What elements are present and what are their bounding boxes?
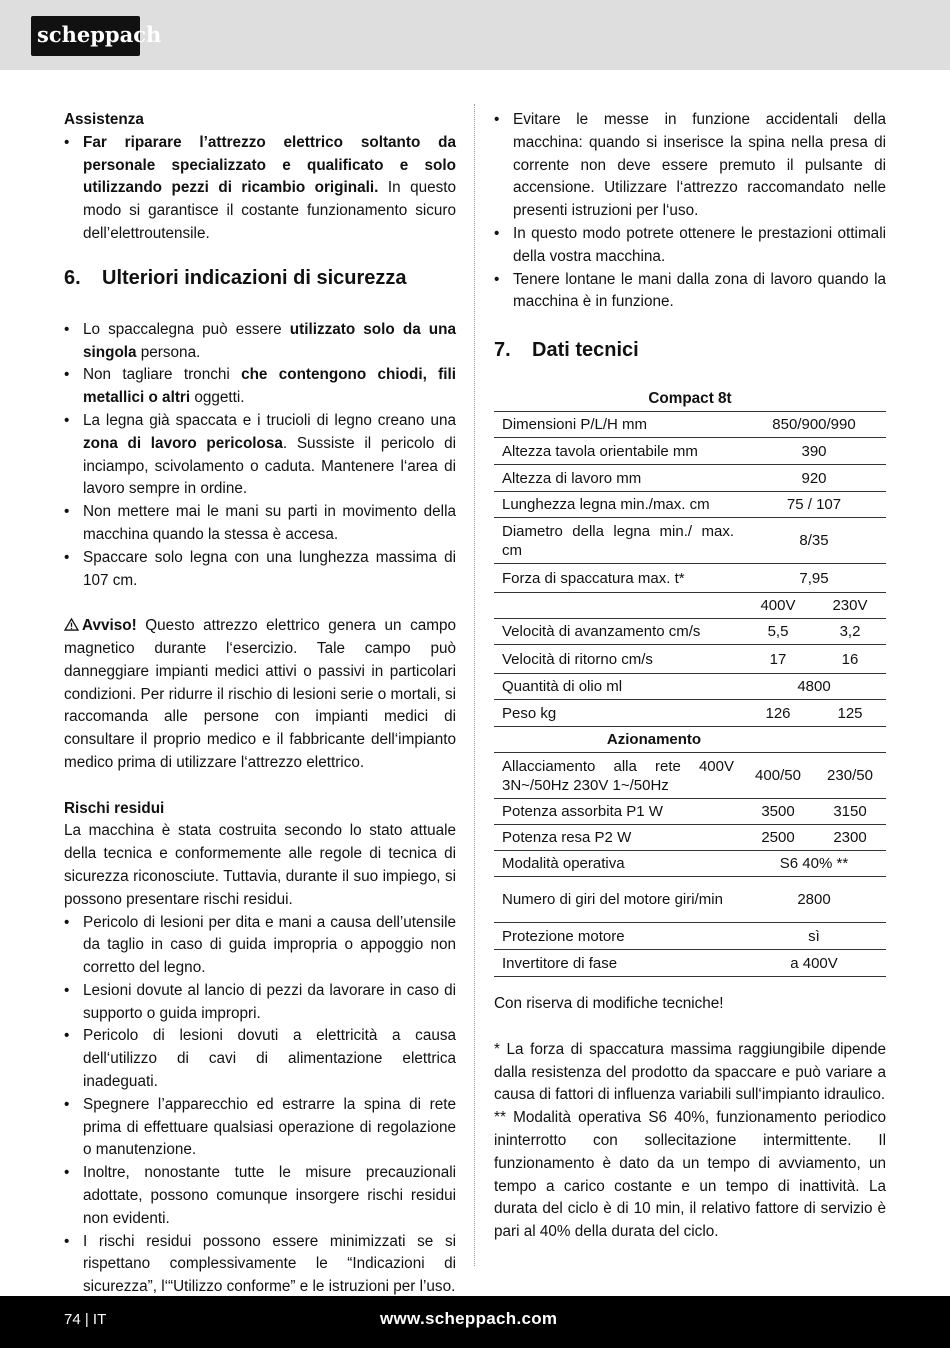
azionamento-label: Azionamento [494,727,814,753]
table-section-row [494,727,886,753]
assistenza-list [64,132,456,246]
list-item: • Pericolo di lesioni per dita e mani a causa dell’utensile da taglio in caso di guida impropria o appoggio non corretto del legno. [64,912,456,980]
avviso-label: Avviso! [82,617,137,635]
rischi-heading: Rischi residui [64,799,165,817]
list-item: • Lesioni dovute al lancio di pezzi da lavorare in caso di supporto o guida impropri. [64,980,456,1026]
list-item [64,132,456,246]
bold-text: Far riparare l’attrezzo elettrico soltanto da personale specializzato e qualificato e solo utilizzando pezzi di ricambio originali. [83,133,456,197]
table-row: Lunghezza legna min./max. cm 75 / 107 [494,492,886,518]
table-row: Velocità di ritorno cm/s 17 16 [494,645,886,674]
assistenza-heading: Assistenza [64,111,144,128]
list-item: • Tenere lontane le mani dalla zona di lavoro quando la macchina è in funzione. [494,269,886,315]
table-row: Altezza di lavoro mm 920 [494,465,886,492]
avviso-text: Questo attrezzo elettrico genera un campo magnetico durante l‘esercizio. Tale campo può danneggiare impianti medici attivi o passivi in particolari condizioni. Per ridurre il rischio di lesioni serie o mortali, si raccomanda alle persone con impianti medici di consultare il proprio medico e il fabbricante dell‘impianto medico prima di utilizzare l‘attrezzo elettrico. [64,617,456,771]
list-item: • Lo spaccalegna può essere utilizzato solo da una singola persona. [64,319,456,365]
list-item: • Pericolo di lesioni dovuti a elettricità a causa dell‘utilizzo di cavi di alimentazione elettrica inadeguati. [64,1025,456,1093]
section-6-heading [64,265,456,293]
page-footer [0,1296,950,1348]
section-title: Ulteriori indicazioni di sicurezza [102,267,407,290]
table-title: Compact 8t [648,390,732,408]
table-row: Peso kg 126 125 [494,700,886,727]
table-row: Velocità di avanzamento cm/s 5,5 3,2 [494,619,886,645]
list-item: • Non mettere mai le mani su parti in movimento della macchina quando la stessa è accesa. [64,501,456,547]
section-number: 6. [64,267,81,290]
list-item: • In questo modo potrete ottenere le prestazioni ottimali della vostra macchina. [494,223,886,269]
section-number: 7. [494,338,511,361]
list-item: • Non tagliare tronchi che contengono chiodi, fili metallici o altri oggetti. [64,364,456,410]
footnote-1: * La forza di spaccatura massima raggiungibile dipende dalla resistenza del prodotto da spaccare e può variare a causa di fattori di influenza variabili sull‘impianto idraulico. [494,1040,886,1104]
table-row: Modalità operativa S6 40% ** [494,851,886,877]
table-row: Altezza tavola orientabile mm 390 [494,438,886,465]
table-row: Numero di giri del motore giri/min 2800 [494,877,886,923]
table-row: Potenza resa P2 W 2500 2300 [494,825,886,851]
list-item: • Spaccare solo legna con una lunghezza massima di 107 cm. [64,547,456,593]
website-link[interactable]: www.scheppach.com [380,1309,558,1328]
spec-table [494,411,886,977]
table-row: Forza di spaccatura max. t* 7,95 [494,564,886,593]
warning-icon [64,618,79,631]
right-list [494,109,886,314]
table-row: Diametro della legna min./ max. cm 8/35 [494,518,886,564]
table-row: Dimensioni P/L/H mm 850/900/990 [494,412,886,438]
left-column [64,109,456,1299]
table-row: Potenza assorbita P1 W 3500 3150 [494,799,886,825]
section-title: Dati tecnici [532,338,639,361]
riserva-note: Con riserva di modifiche tecniche! [494,995,724,1013]
avviso-paragraph [64,615,456,775]
footnote-2: ** Modalità operativa S6 40%, funzionamento periodico ininterrotto con sollecitazione intermittente. Il funzionamento è dato da un tempo di avviamento, un tempo a carico costante e un tempo di inattività. La durata del ciclo è di 10 min, il relativo fattore di servizio è pari al 40% della durata del ciclo. [494,1109,886,1241]
list-item: • Inoltre, nonostante tutte le misure precauzionali adottate, possono comunque insorgere rischi residui non evidenti. [64,1162,456,1230]
list-item: • La legna già spaccata e i trucioli di legno creano una zona di lavoro pericolosa. Sussiste il pericolo di inciampo, scivolamento o caduta. Mantenere l‘area di lavoro sempre in ordine. [64,410,456,501]
table-row: Invertitore di fase a 400V [494,950,886,977]
section-7-heading [494,336,886,364]
table-row: Protezione motore sì [494,923,886,950]
text: In questo modo si garantisce il costante funzionamento sicuro dell’elettroutensile. [83,179,457,242]
right-column [494,109,886,1244]
rischi-list [64,912,456,1300]
table-row: Quantità di olio ml 4800 [494,674,886,700]
list-item: • I rischi residui possono essere minimizzati se si rispettano complessivamente le “Indicazioni di sicurezza”, l‘“Utilizzo conforme” e le istruzioni per l’uso. [64,1231,456,1299]
list-item: • Spegnere l’apparecchio ed estrarre la spina di rete prima di effettuare qualsiasi operazione di regolazione o manutenzione. [64,1094,456,1162]
page-header [0,0,950,70]
rischi-intro: La macchina è stata costruita secondo lo stato attuale della tecnica e conformemente alle regole di tecnica di sicurezza riconosciute. Tuttavia, durante il suo impiego, si possono presentare rischi residui. [64,822,456,908]
table-row: 400V 230V [494,593,886,619]
brand-logo-text: scheppach [37,22,162,47]
column-divider [474,104,475,1266]
list-item: • Evitare le messe in funzione accidentali della macchina: quando si inserisce la spina nella presa di corrente non deve essere premuto il pulsante di accensione. Utilizzare l‘attrezzo raccomandato nelle presenti istruzioni per l‘uso. [494,109,886,223]
brand-logo [31,16,162,56]
table-row: Allacciamento alla rete 400V 3N~/50Hz 230V 1~/50Hz 400/50 230/50 [494,753,886,799]
page-number: 74 | IT [64,1311,107,1328]
safety-list [64,319,456,593]
